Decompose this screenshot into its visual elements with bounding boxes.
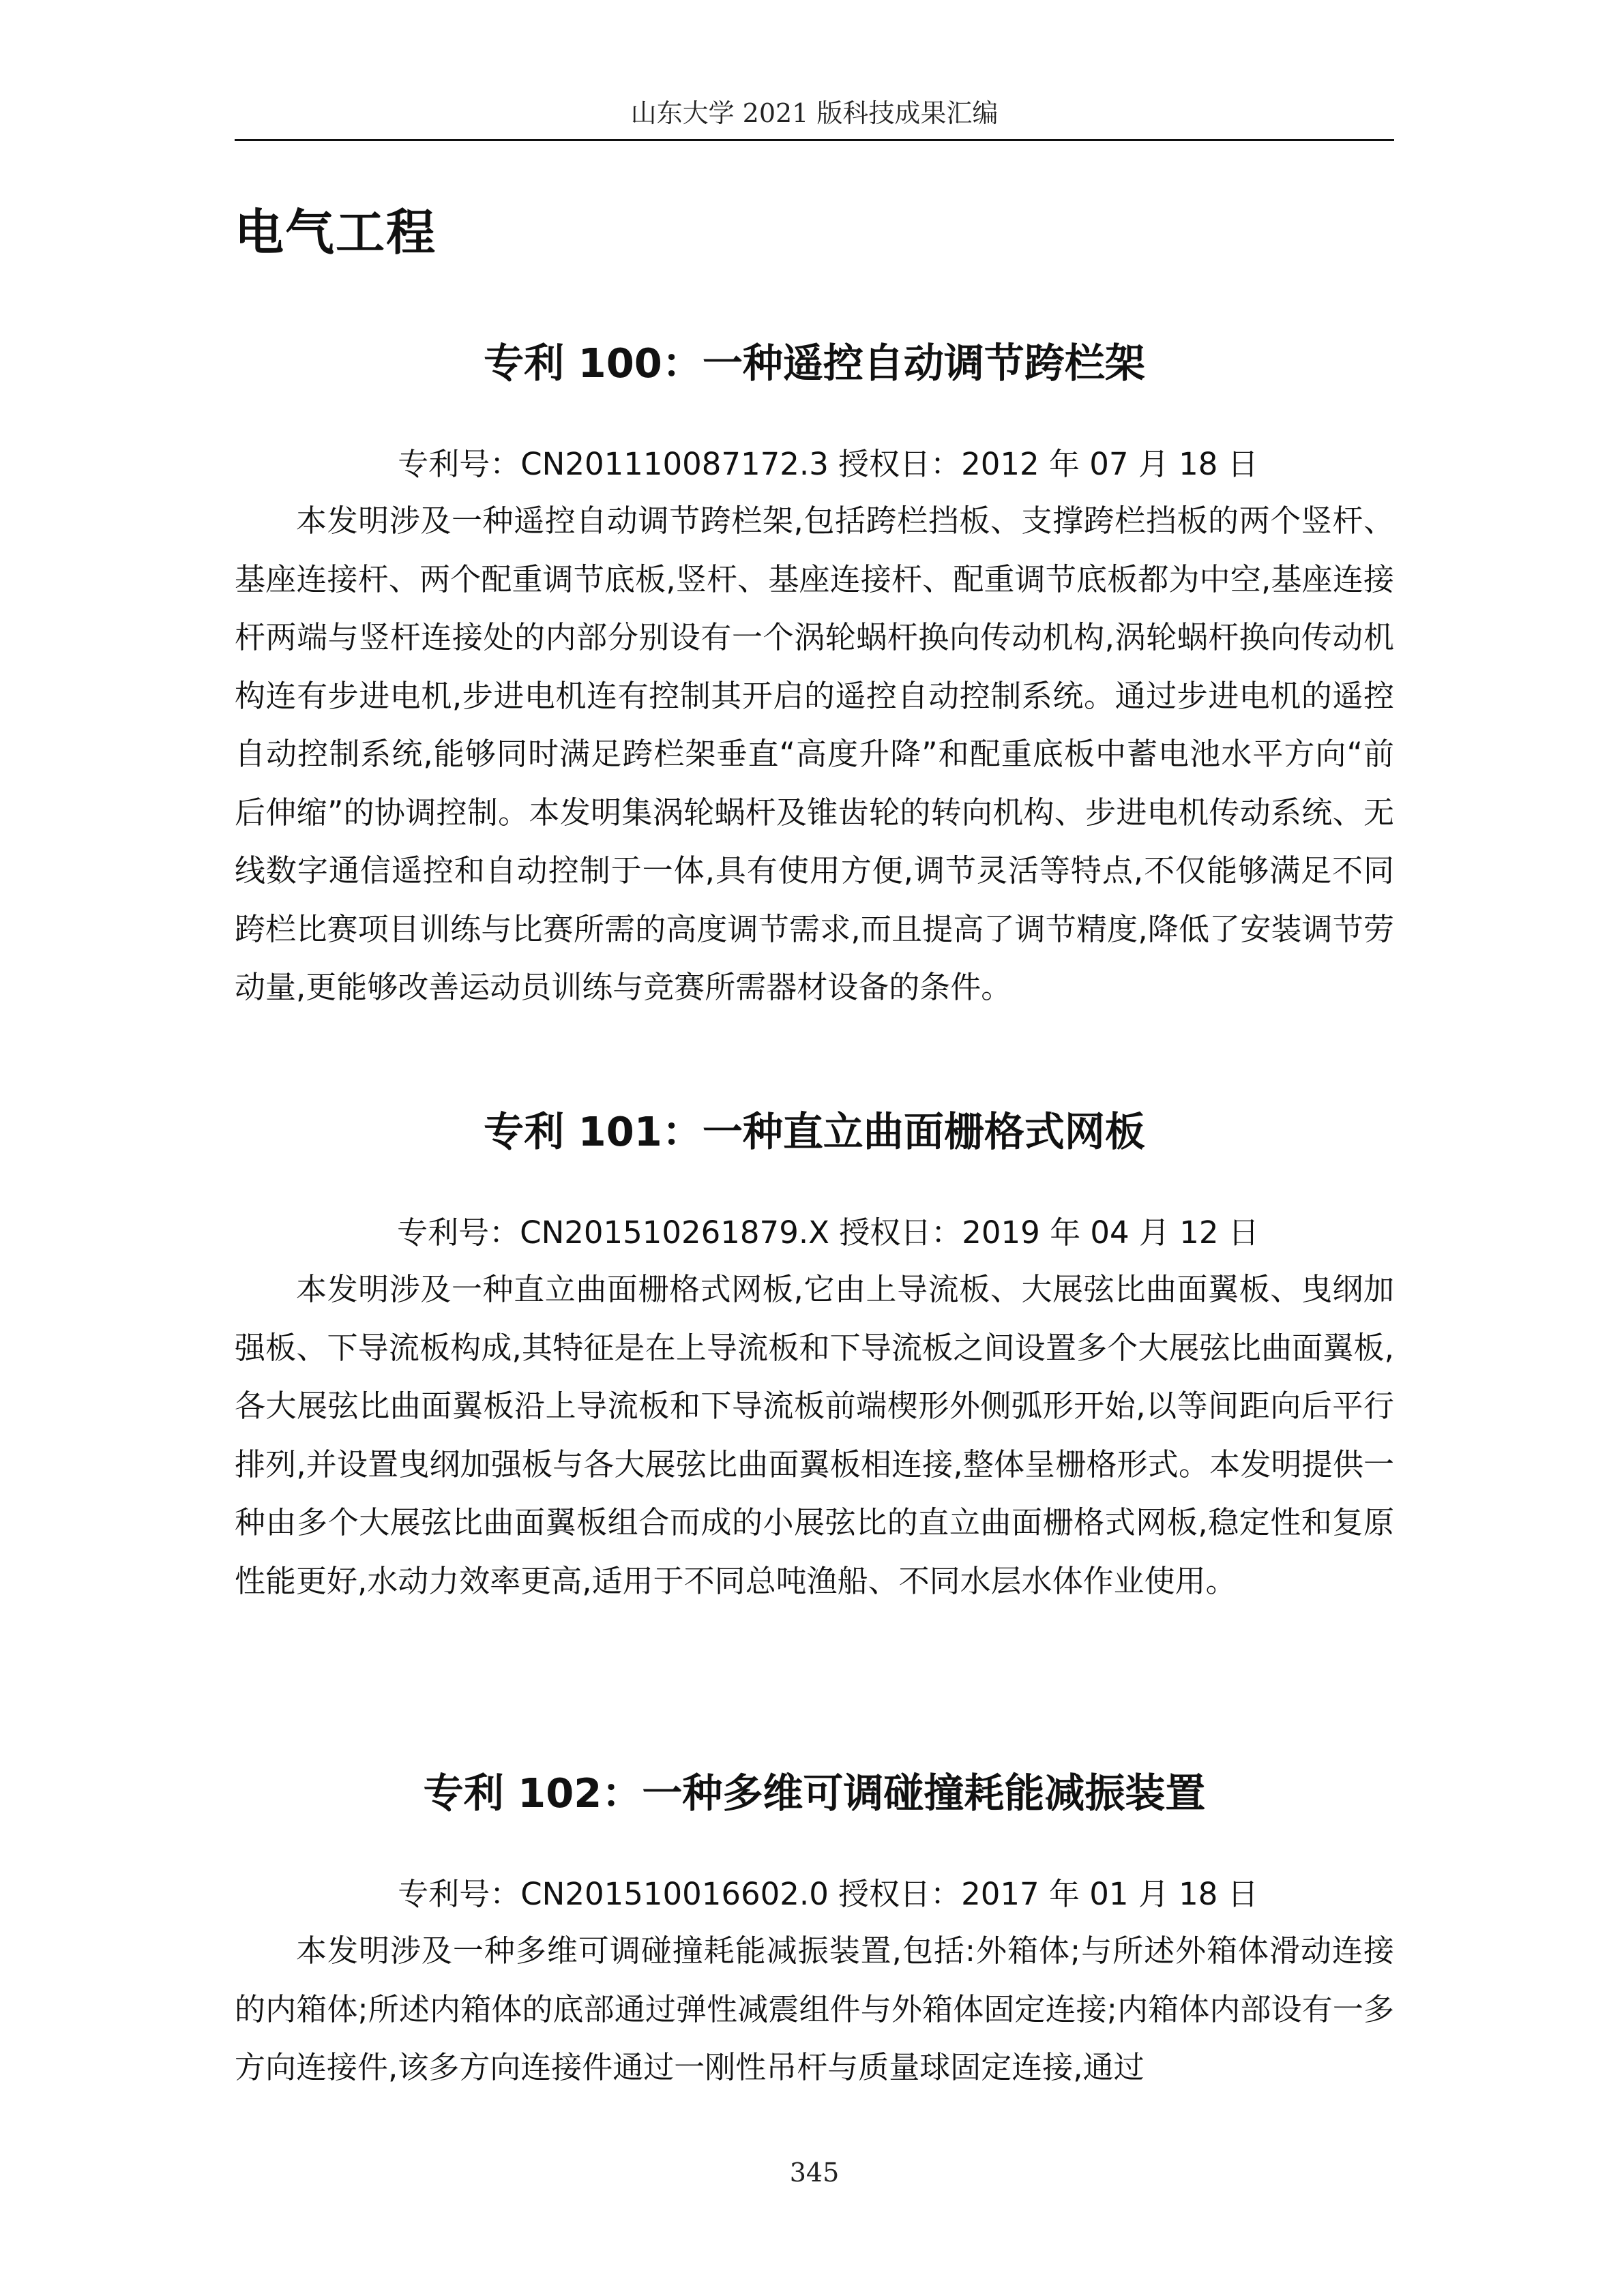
patent-entry <box>235 1105 1394 1610</box>
page-number: 345 <box>789 2158 840 2188</box>
patent-title: 专利 102：一种多维可调碰撞耗能减振装置 <box>423 1770 1206 1817</box>
patent-abstract: 本发明涉及一种遥控自动调节跨栏架,包括跨栏挡板、支撑跨栏挡板的两个竖杆、基座连接杆、两个配重调节底板,竖杆、基座连接杆、配重调节底板都为中空,基座连接杆两端与竖杆连接处的内部分别设有一个涡轮蜗杆换向传动机构,涡轮蜗杆换向传动机构连有步进电机,步进电机连有控制其开启的遥控自动控制系统。通过步进电机的遥控自动控制系统,能够同时满足跨栏架垂直“高度升降”和配重底板中蓄电池水平方向“前后伸缩”的协调控制。本发明集涡轮蜗杆及锥齿轮的转向机构、步进电机传动系统、无线数字通信遥控和自动控制于一体,具有使用方便,调节灵活等特点,不仅能够满足不同跨栏比赛项目训练与比赛所需的高度调节需求,而且提高了调节精度,降低了安装调节劳动量,更能够改善运动员训练与竞赛所需器材设备的条件。 <box>235 503 1394 1005</box>
patent-meta: 专利号：CN201110087172.3 授权日：2012 年 07 月 18 日 <box>398 446 1258 482</box>
patent-title: 专利 101：一种直立曲面栅格式网板 <box>484 1108 1145 1155</box>
section-title: 电气工程 <box>235 204 437 261</box>
patent-meta: 专利号：CN201510261879.X 授权日：2019 年 04 月 12 日 <box>397 1214 1259 1251</box>
patent-meta: 专利号：CN201510016602.0 授权日：2017 年 01 月 18 日 <box>398 1876 1258 1912</box>
patent-entry <box>235 1766 1394 2097</box>
running-header: 山东大学 2021 版科技成果汇编 <box>630 98 999 128</box>
patent-title: 专利 100：一种遥控自动调节跨栏架 <box>484 340 1145 387</box>
patent-abstract: 本发明涉及一种直立曲面栅格式网板,它由上导流板、大展弦比曲面翼板、曳纲加强板、下导流板构成,其特征是在上导流板和下导流板之间设置多个大展弦比曲面翼板,各大展弦比曲面翼板沿上导流板和下导流板前端楔形外侧弧形开始,以等间距向后平行排列,并设置曳纲加强板与各大展弦比曲面翼板相连接,整体呈栅格形式。本发明提供一种由多个大展弦比曲面翼板组合而成的小展弦比的直立曲面栅格式网板,稳定性和复原性能更好,水动力效率更高,适用于不同总吨渔船、不同水层水体作业使用。 <box>235 1271 1394 1599</box>
header-rule <box>235 139 1394 141</box>
patent-abstract: 本发明涉及一种多维可调碰撞耗能减振装置,包括:外箱体;与所述外箱体滑动连接的内箱体;所述内箱体的底部通过弹性减震组件与外箱体固定连接;内箱体内部设有一多方向连接件,该多方向连接件通过一刚性吊杆与质量球固定连接,通过 <box>235 1933 1394 2085</box>
patent-entry <box>235 336 1394 1017</box>
